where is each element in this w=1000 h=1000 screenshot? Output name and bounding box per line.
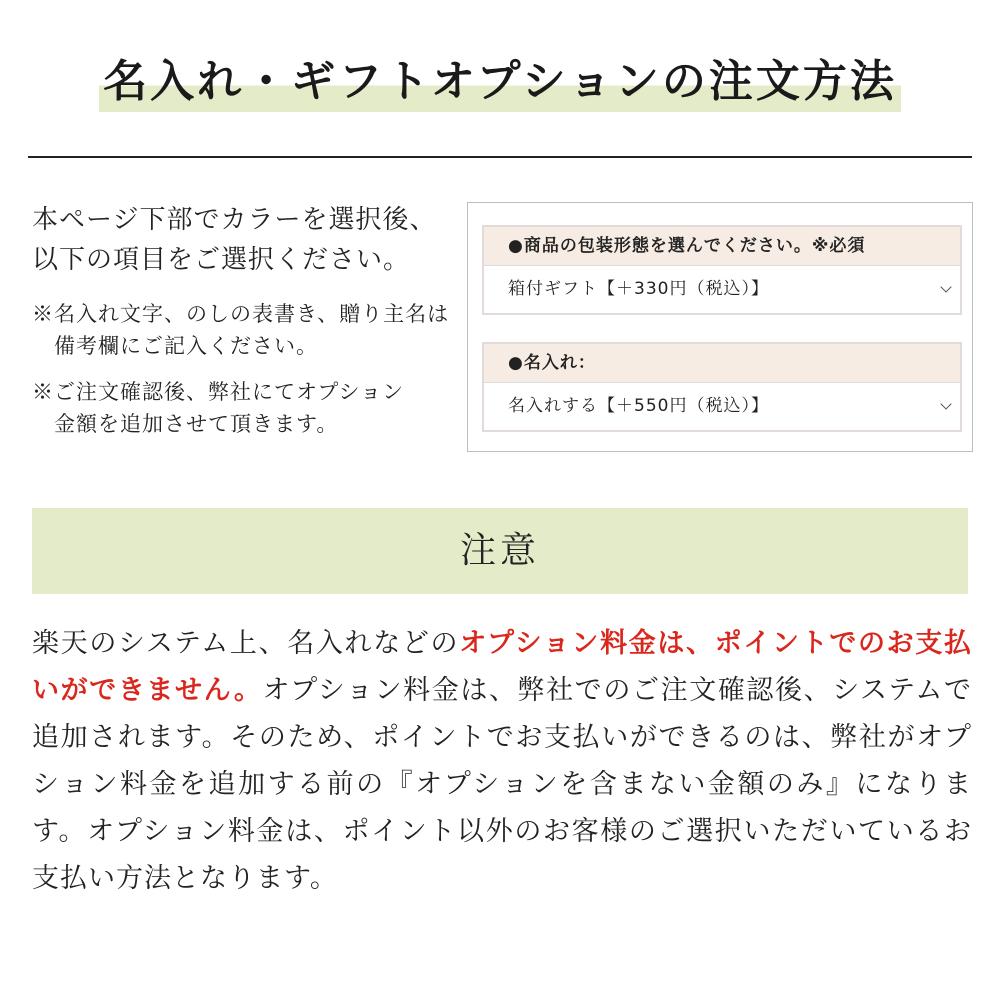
instruction-line-1: 本ページ下部でカラーを選択後、: [32, 205, 437, 235]
note-memo-line-2: 備考欄にご記入ください。: [54, 334, 318, 358]
note-charge-line-1: ※ご注文確認後、弊社にてオプション: [32, 380, 405, 404]
note-charge-line-2: 金額を追加させて頂きます。: [54, 412, 339, 436]
engraving-option-label: ●名入れ：: [484, 344, 960, 383]
instruction-line-2: 以下の項目をご選択ください。: [32, 245, 411, 275]
engraving-select-value: 名入れする【＋550円（税込）】: [508, 396, 769, 416]
packaging-option-label: ●商品の包装形態を選んでください。※必須: [484, 227, 960, 266]
chevron-down-icon: [940, 281, 951, 292]
instructions: [32, 200, 462, 440]
page-title: 名入れ・ギフトオプションの注文方法: [99, 52, 901, 112]
packaging-option-group: [482, 225, 962, 315]
notice-text-highlight: オプション料金は、ポイントでのお支払いができません。: [32, 628, 972, 706]
options-panel: [467, 202, 973, 452]
title-divider: [28, 156, 972, 158]
notice-text-part-1: 楽天のシステム上、名入れなどの: [32, 628, 460, 659]
instructions-main: [32, 200, 462, 280]
note-memo: [32, 298, 462, 362]
packaging-select[interactable]: [484, 266, 960, 312]
chevron-down-icon: [940, 398, 951, 409]
packaging-select-value: 箱付ギフト【＋330円（税込）】: [508, 279, 769, 299]
note-additional-charge: [32, 376, 462, 440]
notice-text: [32, 620, 972, 902]
title-wrap: [0, 52, 1000, 112]
notice-text-part-2: オプション料金は、弊社でのご注文確認後、システムで追加されます。そのため、ポイントでお支払いができるのは、弊社がオプション料金を追加する前の『オプションを含まない金額のみ』になります。オプション料金は、ポイント以外のお客様のご選択いただいているお支払い方法となります。: [32, 675, 972, 894]
engraving-select[interactable]: [484, 383, 960, 429]
notice-heading: 注意: [32, 508, 968, 594]
note-memo-line-1: ※名入れ文字、のしの表書き、贈り主名は: [32, 302, 450, 326]
engraving-option-group: [482, 342, 962, 432]
